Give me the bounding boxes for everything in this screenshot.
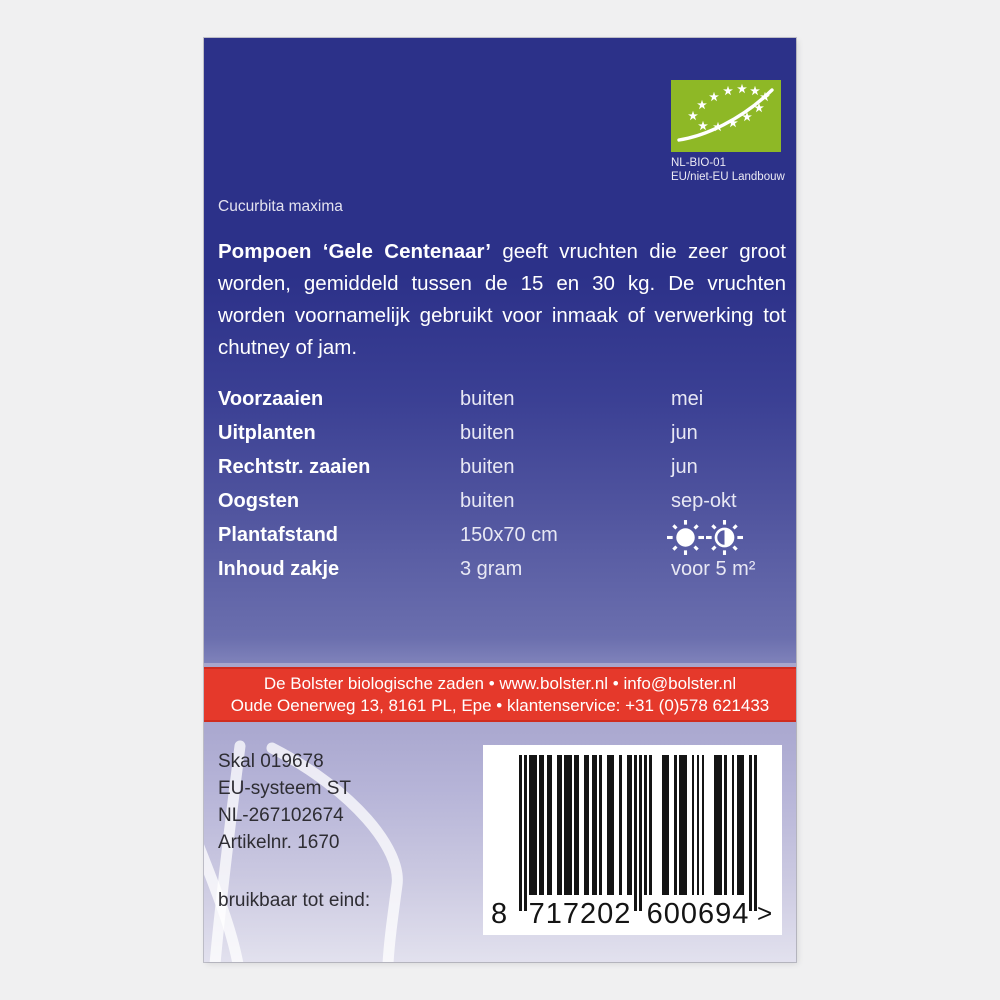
nl-number: NL-267102674 [218,805,344,826]
eu-system: EU-systeem ST [218,778,352,799]
row-label: Voorzaaien [218,387,324,410]
table-row [218,552,784,586]
row-period: jun [671,455,698,478]
row-label: Oogsten [218,489,300,512]
table-row [218,518,784,552]
barcode-bars [519,755,757,911]
barcode-digit-first: 8 [491,898,508,930]
seed-packet-back [204,38,796,962]
row-period: sep-okt [671,489,737,512]
table-row [218,416,784,450]
eu-origin-label: EU/niet-EU Landbouw [671,171,785,183]
row-label: Inhoud zakje [218,557,340,580]
table-row [218,450,784,484]
banner-line-1: De Bolster biologische zaden • www.bolster.nl • info@bolster.nl [263,674,737,693]
registration-info [218,748,351,856]
info-section [204,38,796,663]
eu-organic-leaf-icon [671,80,781,152]
banner-line-2: Oude Oenerweg 13, 8161 PL, Epe • klantenservice: +31 (0)578 621433 [230,696,770,715]
table-row [218,382,784,416]
barcode [483,745,782,935]
row-value: 150x70 cm [460,523,558,546]
row-label: Uitplanten [218,421,316,444]
company-banner [204,667,796,722]
row-period: mei [671,387,704,410]
row-value: 3 gram [460,557,523,580]
row-value: buiten [460,455,515,478]
species-name: Cucurbita maxima [218,198,343,215]
skal-number: Skal 019678 [218,751,324,772]
barcode-trail-symbol: > [757,898,773,928]
half-sun-icon [706,519,743,556]
footer-section [204,722,796,962]
row-period [671,517,784,554]
best-before-label: bruikbaar tot eind: [218,890,371,911]
row-period: voor 5 m² [671,557,756,580]
row-value: buiten [460,387,515,410]
row-label: Plantafstand [218,523,339,546]
eu-organic-block [671,80,785,184]
barcode-digits-right: 600694 [646,898,750,930]
row-period: jun [671,421,698,444]
row-label: Rechtstr. zaaien [218,455,371,478]
variety-description [218,236,786,364]
row-value: buiten [460,421,515,444]
sowing-table [218,382,784,586]
sun-icon [667,519,704,556]
article-number: Artikelnr. 1670 [218,832,340,853]
barcode-digits-left: 717202 [528,898,632,930]
row-value: buiten [460,489,515,512]
eu-control-code: NL-BIO-01 [671,157,726,169]
description-text: geeft vruchten die zeer groot worden, gemiddeld tussen de 15 en 30 kg. De vruchten worden voornamelijk gebruikt voor inmaak of verwerking tot chutney of jam. [218,240,786,359]
variety-name: Pompoen ‘Gele Centenaar’ [218,240,491,263]
table-row [218,484,784,518]
